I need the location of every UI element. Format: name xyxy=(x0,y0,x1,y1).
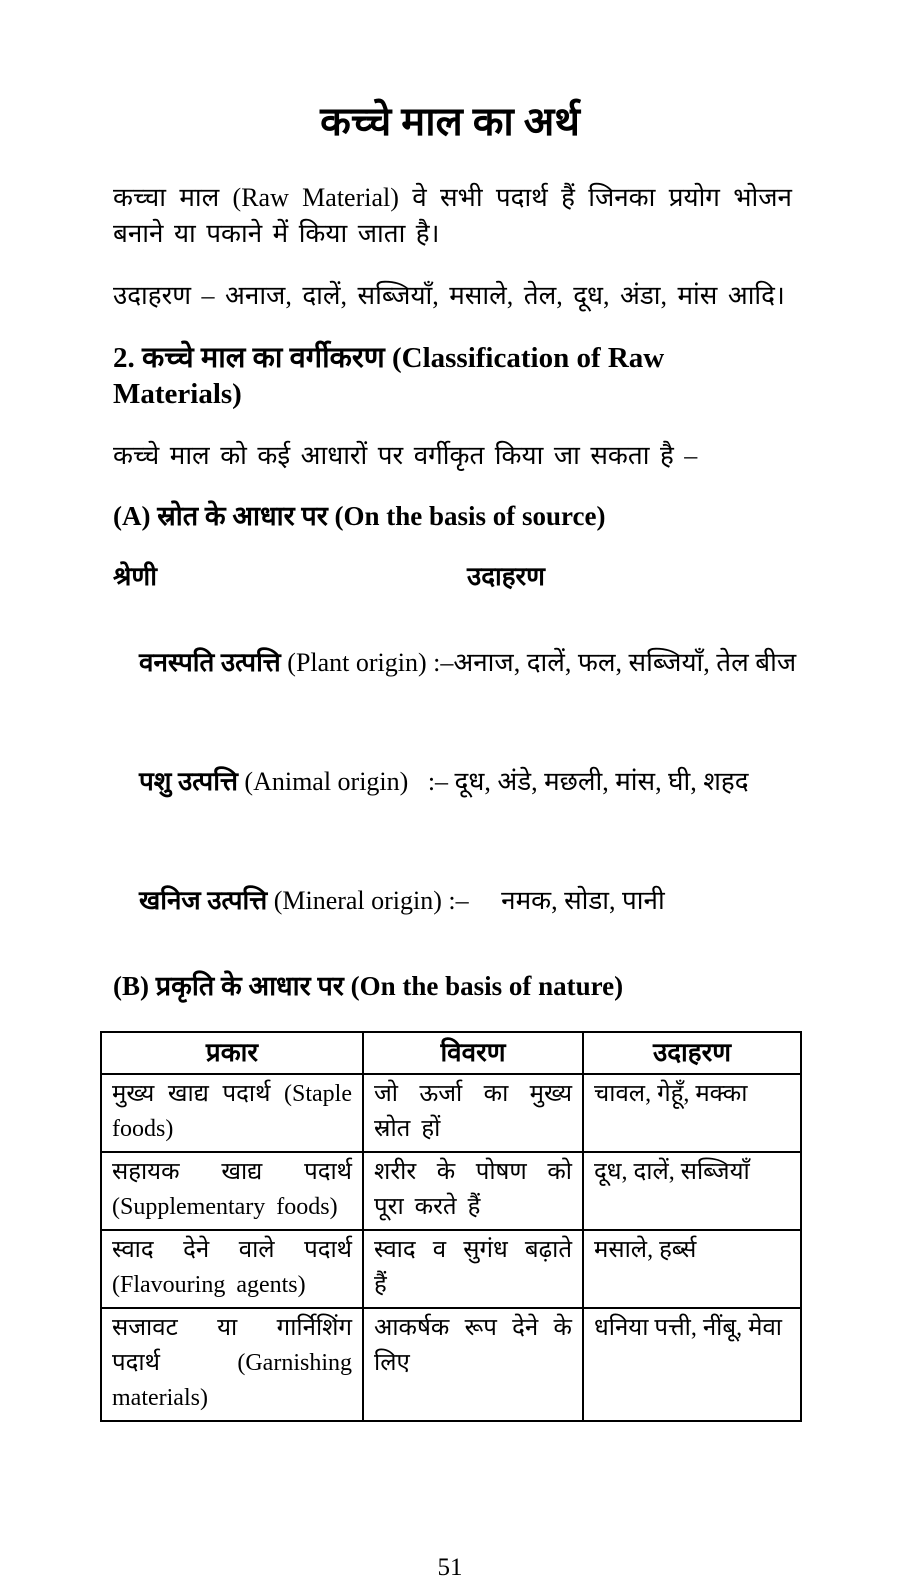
cell-type: सजावट या गार्निशिंग पदार्थ (Garnishing materials) xyxy=(101,1308,363,1421)
cell-description: आकर्षक रूप देने के लिए xyxy=(363,1308,583,1421)
example-paragraph: उदाहरण – अनाज, दालें, सब्जियाँ, मसाले, तेल, दूध, अंडा, मांस आदि। xyxy=(113,281,785,310)
cell-type: मुख्य खाद्य पदार्थ (Staple foods) xyxy=(101,1074,363,1152)
origin-line-animal xyxy=(113,732,800,831)
cell-examples: मसाले, हर्ब्स xyxy=(583,1230,801,1308)
subsection-b-heading: (B) प्रकृति के आधार पर (On the basis of nature) xyxy=(113,971,624,1002)
intro-paragraph: कच्चा माल (Raw Material) वे सभी पदार्थ हैं जिनका प्रयोग भोजन बनाने या पकाने में किया जाता है। xyxy=(113,183,792,248)
page-number: 51 xyxy=(437,1554,463,1581)
table-header-row xyxy=(101,1032,801,1074)
table-header-type: प्रकार xyxy=(101,1032,363,1074)
origin-examples: (Plant origin) :–अनाज, दालें, फल, सब्जियाँ, तेल बीज xyxy=(280,648,797,678)
table-header-examples: उदाहरण xyxy=(583,1032,801,1074)
subsection-a-heading: (A) स्रोत के आधार पर (On the basis of source) xyxy=(113,500,606,531)
origin-category-label: खनिज उत्पत्ति xyxy=(139,886,268,916)
cell-examples: दूध, दालें, सब्जियाँ xyxy=(583,1152,801,1230)
origin-examples: (Animal origin) :– दूध, अंडे, मछली, मांस, घी, शहद xyxy=(237,767,749,797)
source-example-header: उदाहरण xyxy=(466,562,545,592)
cell-type: स्वाद देने वाले पदार्थ (Flavouring agents) xyxy=(101,1230,363,1308)
origin-line-plant xyxy=(113,613,800,712)
table-header-description: विवरण xyxy=(363,1032,583,1074)
cell-description: जो ऊर्जा का मुख्य स्रोत हों xyxy=(363,1074,583,1152)
origin-category-label: पशु उत्पत्ति xyxy=(139,767,238,797)
source-list-header xyxy=(113,560,800,593)
section-2-heading: 2. कच्चे माल का वर्गीकरण (Classification of Raw Materials) xyxy=(113,342,665,411)
cell-description: स्वाद व सुगंध बढ़ाते हैं xyxy=(363,1230,583,1308)
table-row xyxy=(101,1074,801,1152)
table-row xyxy=(101,1152,801,1230)
cell-examples: चावल, गेहूँ, मक्का xyxy=(583,1074,801,1152)
table-row xyxy=(101,1308,801,1421)
table-row xyxy=(101,1230,801,1308)
cell-type: सहायक खाद्य पदार्थ (Supplementary foods) xyxy=(101,1152,363,1230)
classification-intro-paragraph: कच्चे माल को कई आधारों पर वर्गीकृत किया जा सकता है – xyxy=(113,440,698,470)
source-category-header: श्रेणी xyxy=(113,562,157,592)
cell-examples: धनिया पत्ती, नींबू, मेवा xyxy=(583,1308,801,1421)
origin-category-label: वनस्पति उत्पत्ति xyxy=(139,648,281,678)
cell-description: शरीर के पोषण को पूरा करते हैं xyxy=(363,1152,583,1230)
page-title: कच्चे माल का अर्थ xyxy=(320,99,580,144)
origin-examples: (Mineral origin) :– नमक, सोडा, पानी xyxy=(267,886,665,916)
nature-classification-table xyxy=(100,1031,802,1422)
origin-line-mineral xyxy=(113,851,800,950)
